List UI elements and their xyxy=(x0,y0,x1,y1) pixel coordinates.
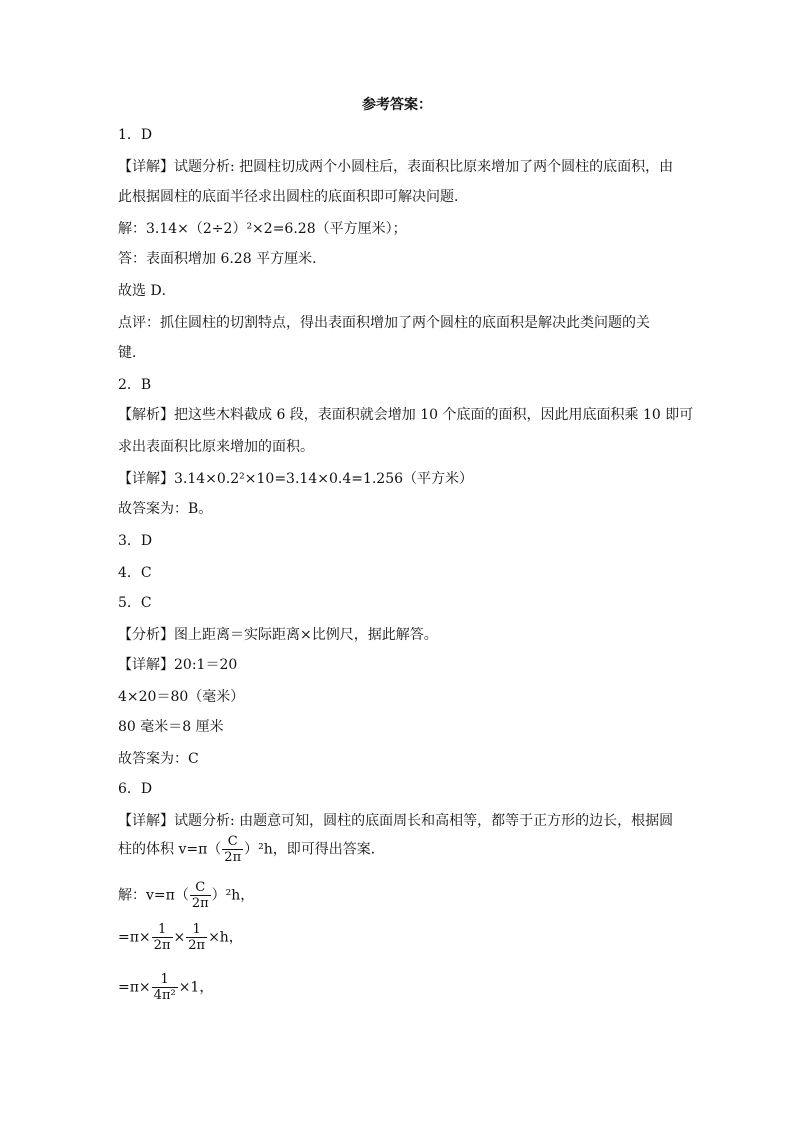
answer-1-comment: 点评：抓住圆柱的切割特点，得出表面积增加了两个圆柱的底面积是解决此类问题的关 xyxy=(118,315,650,331)
fraction: $\frac{1}{\text{4π²}}$ xyxy=(153,972,176,1003)
answer-1-solution: 解：3.14×（2÷2）²×2=6.28（平方厘米）； xyxy=(118,221,407,237)
answer-1-number: 1．D xyxy=(118,127,153,143)
fraction: $\frac{1}{2\pi}$ xyxy=(153,922,171,953)
answer-5-number: 5．C xyxy=(118,595,152,611)
answer-1-comment-cont: 键． xyxy=(118,345,146,361)
fraction: $\frac{C}{2\pi}$ xyxy=(191,880,209,911)
answer-1-detail: 【详解】试题分析: 把圆柱切成两个小圆柱后，表面积比原来增加了两个圆柱的底面积，由 xyxy=(118,159,674,175)
answer-5-detail: 【详解】20:1＝20 xyxy=(118,657,238,673)
answer-2-number: 2．B xyxy=(118,377,152,393)
answer-1-reply: 答：表面积增加 6.28 平方厘米． xyxy=(118,251,327,267)
fraction: $\frac{1}{2\pi}$ xyxy=(188,922,206,953)
answer-2-analysis-cont: 求出表面积比原来增加的面积。 xyxy=(118,439,314,455)
answer-6-solution-step1: 解：v=π（ $\frac{C}{2\pi}$ ）²h， xyxy=(118,880,255,911)
answer-6-solution-step3: =π× $\frac{1}{\text{4π²}}$ ×1， xyxy=(118,972,214,1003)
answer-2-result: 故答案为：B。 xyxy=(118,501,213,517)
answer-5-result: 故答案为：C xyxy=(118,751,199,767)
page-title: 参考答案： xyxy=(362,97,432,113)
answer-1-detail-cont: 此根据圆柱的底面半径求出圆柱的底面积即可解决问题． xyxy=(118,189,468,205)
answer-2-analysis: 【解析】把这些木料截成 6 段，表面积就会增加 10 个底面的面积，因此用底面积乘 10 即可 xyxy=(118,407,694,423)
fraction: $\frac{C}{2\pi}$ xyxy=(224,834,242,865)
answer-5-analysis: 【分析】图上距离＝实际距离×比例尺，据此解答。 xyxy=(118,627,438,643)
answer-2-detail: 【详解】3.14×0.2²×10=3.14×0.4=1.256（平方米） xyxy=(118,471,474,487)
answer-6-number: 6．D xyxy=(118,781,153,797)
answer-6-detail: 【详解】试题分析: 由题意可知，圆柱的底面周长和高相等，都等于正方形的边长，根据圆 xyxy=(118,813,674,829)
answer-1-choice: 故选 D． xyxy=(118,283,176,299)
answer-6-formula-volume: 柱的体积 v=π（ $\frac{C}{2\pi}$ ）²h，即可得出答案． xyxy=(118,834,385,865)
answer-4-number: 4．C xyxy=(118,565,152,581)
answer-3-number: 3．D xyxy=(118,533,153,549)
answer-5-convert: 80 毫米＝8 厘米 xyxy=(118,719,224,735)
answer-5-calc: 4×20＝80（毫米） xyxy=(118,689,245,705)
answer-6-solution-step2: =π× $\frac{1}{2\pi}$ × $\frac{1}{2\pi}$ ×h， xyxy=(118,922,243,953)
